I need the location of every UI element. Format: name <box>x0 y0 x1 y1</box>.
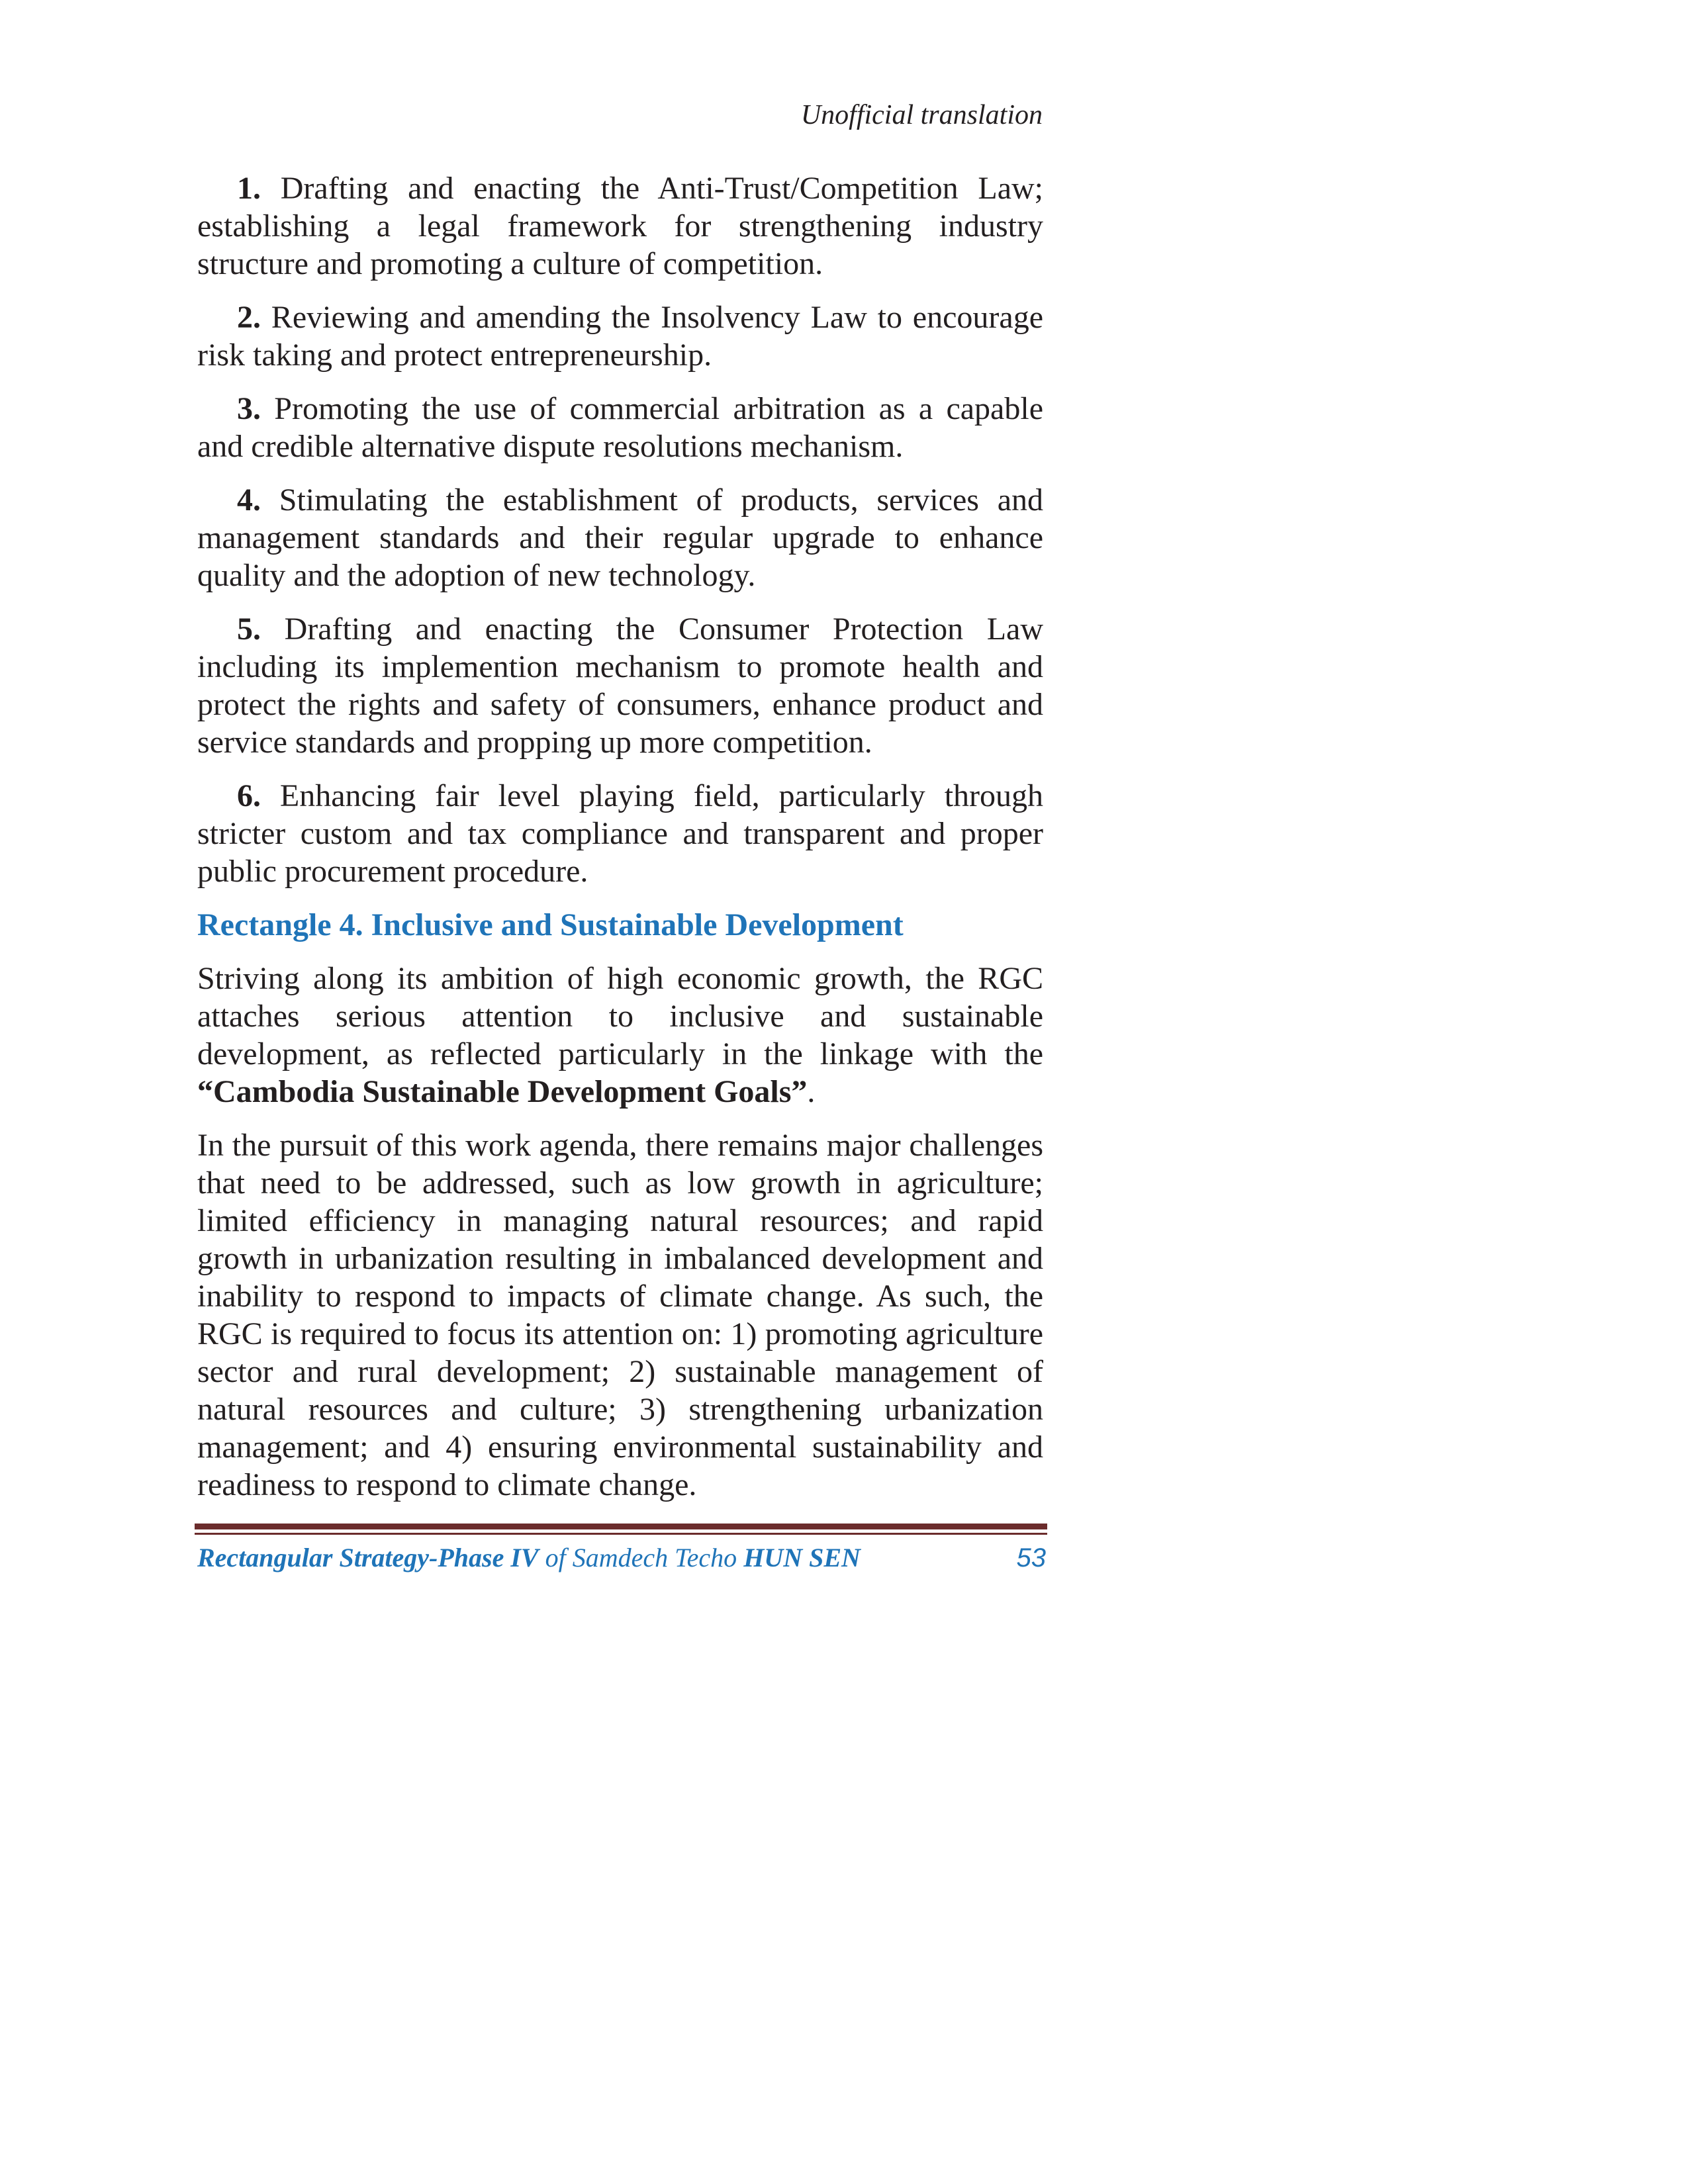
item-text: Drafting and enacting the Anti-Trust/Competition Law; establishing a legal framework for strengthening industry structure and promoting a culture of competition. <box>197 171 1043 281</box>
sdg-emphasis: “Cambodia Sustainable Development Goals” <box>197 1074 808 1109</box>
footer-title-strategy: Rectangular Strategy-Phase IV <box>197 1543 539 1572</box>
item-text: Enhancing fair level playing field, particularly through stricter custom and tax compliance and transparent and proper public procurement procedure. <box>197 778 1044 889</box>
item-number: 1. <box>237 171 261 206</box>
footer-title-of: of Samdech Techo <box>538 1543 744 1572</box>
page-footer <box>197 1539 1046 1576</box>
intro-paragraph <box>197 960 1043 1111</box>
list-item <box>197 481 1043 594</box>
footer-title <box>197 1539 861 1576</box>
item-text: Promoting the use of commercial arbitration as a capable and credible alternative dispute resolutions mechanism. <box>197 391 1043 464</box>
intro-end: . <box>807 1074 816 1109</box>
list-item <box>197 169 1043 283</box>
list-item <box>197 777 1043 890</box>
item-text: Reviewing and amending the Insolvency Law to encourage risk taking and protect entrepreneurship. <box>197 300 1043 373</box>
list-item <box>197 390 1043 465</box>
list-item <box>197 610 1043 761</box>
item-number: 4. <box>237 482 261 518</box>
item-text: Stimulating the establishment of products, services and management standards and their regular upgrade to enhance quality and the adoption of new technology. <box>197 482 1044 593</box>
footer-rule <box>195 1524 1047 1529</box>
section-heading: Rectangle 4. Inclusive and Sustainable Development <box>197 907 904 942</box>
item-number: 6. <box>237 778 261 813</box>
item-text: Drafting and enacting the Consumer Protection Law including its implemention mechanism to promote health and protect the rights and safety of consumers, enhance product and service standards and propping up more competition. <box>197 612 1044 760</box>
footer-title-name: HUN SEN <box>743 1543 861 1572</box>
page-number: 53 <box>1016 1543 1046 1572</box>
intro-text: Striving along its ambition of high economic growth, the RGC attaches serious attention to inclusive and sustainable development, as reflected particularly in the linkage with the <box>197 961 1043 1071</box>
running-header: Unofficial translation <box>800 100 1043 130</box>
list-item <box>197 298 1043 374</box>
item-number: 5. <box>237 612 261 647</box>
item-number: 3. <box>237 391 261 426</box>
item-number: 2. <box>237 300 261 335</box>
page-body <box>197 169 1043 1520</box>
challenges-paragraph: In the pursuit of this work agenda, there remains major challenges that need to be addressed, such as low growth in agriculture; limited efficiency in managing natural resources; and rapid growth in urbanization resulting in imbalanced development and inability to respond to impacts of climate change. As such, the RGC is required to focus its attention on: 1) promoting agriculture sector and rural development; 2) sustainable management of natural resources and culture; 3) strengthening urbanization management; and 4) ensuring environmental sustainability and readiness to respond to climate change. <box>197 1128 1043 1502</box>
footer-rule-thin <box>195 1533 1047 1535</box>
